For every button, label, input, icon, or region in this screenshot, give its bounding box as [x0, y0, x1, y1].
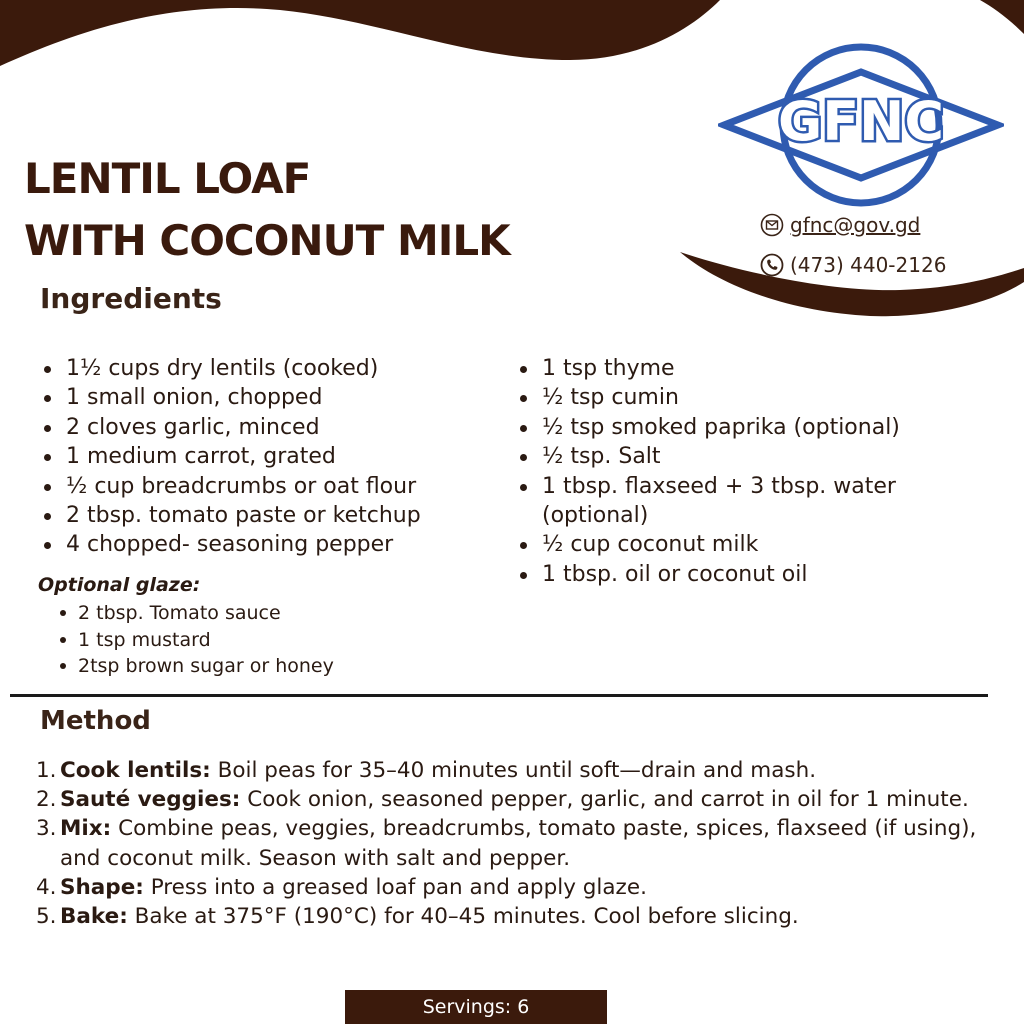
step-number: 4. — [36, 874, 57, 900]
glaze-item: 1 tsp mustard — [56, 627, 334, 654]
ingredients-heading: Ingredients — [40, 282, 222, 315]
email-link[interactable]: gfnc@gov.gd — [790, 213, 921, 237]
phone-row — [760, 252, 946, 278]
ingredient-item: 1 tsp thyme — [516, 354, 946, 383]
step-text: Cook onion, seasoned pepper, garlic, and carrot in oil for 1 minute. — [240, 787, 969, 813]
title-line-2: WITH COCONUT MILK — [24, 216, 510, 265]
ingredient-item: ½ cup breadcrumbs or oat flour — [40, 472, 500, 501]
phone-icon — [760, 253, 784, 277]
method-step — [36, 756, 986, 785]
email-row[interactable] — [760, 212, 946, 238]
step-text: Boil peas for 35–40 minutes until soft—drain and mash. — [210, 758, 817, 783]
optional-glaze-label: Optional glaze: — [38, 574, 201, 596]
ingredients-list-left — [40, 354, 500, 560]
step-text: Bake at 375°F (190°C) for 40–45 minutes. Cool before slicing. — [127, 904, 799, 930]
glaze-item: 2tsp brown sugar or honey — [56, 653, 334, 680]
method-step — [36, 902, 986, 931]
ingredient-item: 1½ cups dry lentils (cooked) — [40, 354, 500, 383]
method-steps — [36, 756, 986, 931]
contact-block — [760, 212, 946, 292]
ingredient-item: 1 tbsp. oil or coconut oil — [516, 560, 946, 589]
ingredient-item: ½ cup coconut milk — [516, 530, 946, 559]
section-divider — [10, 694, 988, 697]
step-number: 3. — [36, 816, 57, 842]
step-number: 2. — [36, 787, 57, 813]
phone-number: (473) 440-2126 — [790, 253, 947, 277]
ingredient-item: ½ tsp smoked paprika (optional) — [516, 413, 946, 442]
step-label: Mix: — [60, 816, 112, 842]
step-label: Sauté veggies: — [60, 787, 241, 813]
ingredient-item: 1 medium carrot, grated — [40, 442, 500, 471]
gfnc-logo — [718, 40, 1004, 210]
servings-badge: Servings: 6 — [345, 990, 607, 1024]
ingredient-item: 2 cloves garlic, minced — [40, 413, 500, 442]
method-heading: Method — [40, 706, 151, 736]
ingredients-list-right — [516, 354, 946, 589]
step-label: Cook lentils: — [60, 758, 211, 783]
step-number: 5. — [36, 904, 57, 930]
title-line-1: LENTIL LOAF — [24, 154, 311, 203]
method-step — [36, 785, 986, 814]
method-step — [36, 873, 986, 902]
step-text: Press into a greased loaf pan and apply glaze. — [143, 874, 647, 900]
step-label: Shape: — [60, 874, 144, 900]
mail-icon — [760, 213, 784, 237]
step-label: Bake: — [60, 904, 128, 930]
step-text: Combine peas, veggies, breadcrumbs, tomato paste, spices, flaxseed (if using), and coconut milk. Season with salt and pepper. — [60, 816, 977, 871]
ingredient-item: 2 tbsp. tomato paste or ketchup — [40, 501, 500, 530]
recipe-title — [24, 148, 510, 272]
ingredient-item: 1 small onion, chopped — [40, 383, 500, 412]
ingredient-item: 4 chopped- seasoning pepper — [40, 530, 500, 559]
method-step — [36, 814, 986, 872]
ingredient-item: ½ tsp. Salt — [516, 442, 946, 471]
step-number: 1. — [36, 758, 57, 783]
glaze-item: 2 tbsp. Tomato sauce — [56, 600, 334, 627]
ingredient-item: ½ tsp cumin — [516, 383, 946, 412]
ingredient-item: 1 tbsp. flaxseed + 3 tbsp. water (optional) — [516, 472, 946, 531]
logo-text: GFNC — [777, 90, 945, 153]
glaze-list — [56, 600, 334, 680]
